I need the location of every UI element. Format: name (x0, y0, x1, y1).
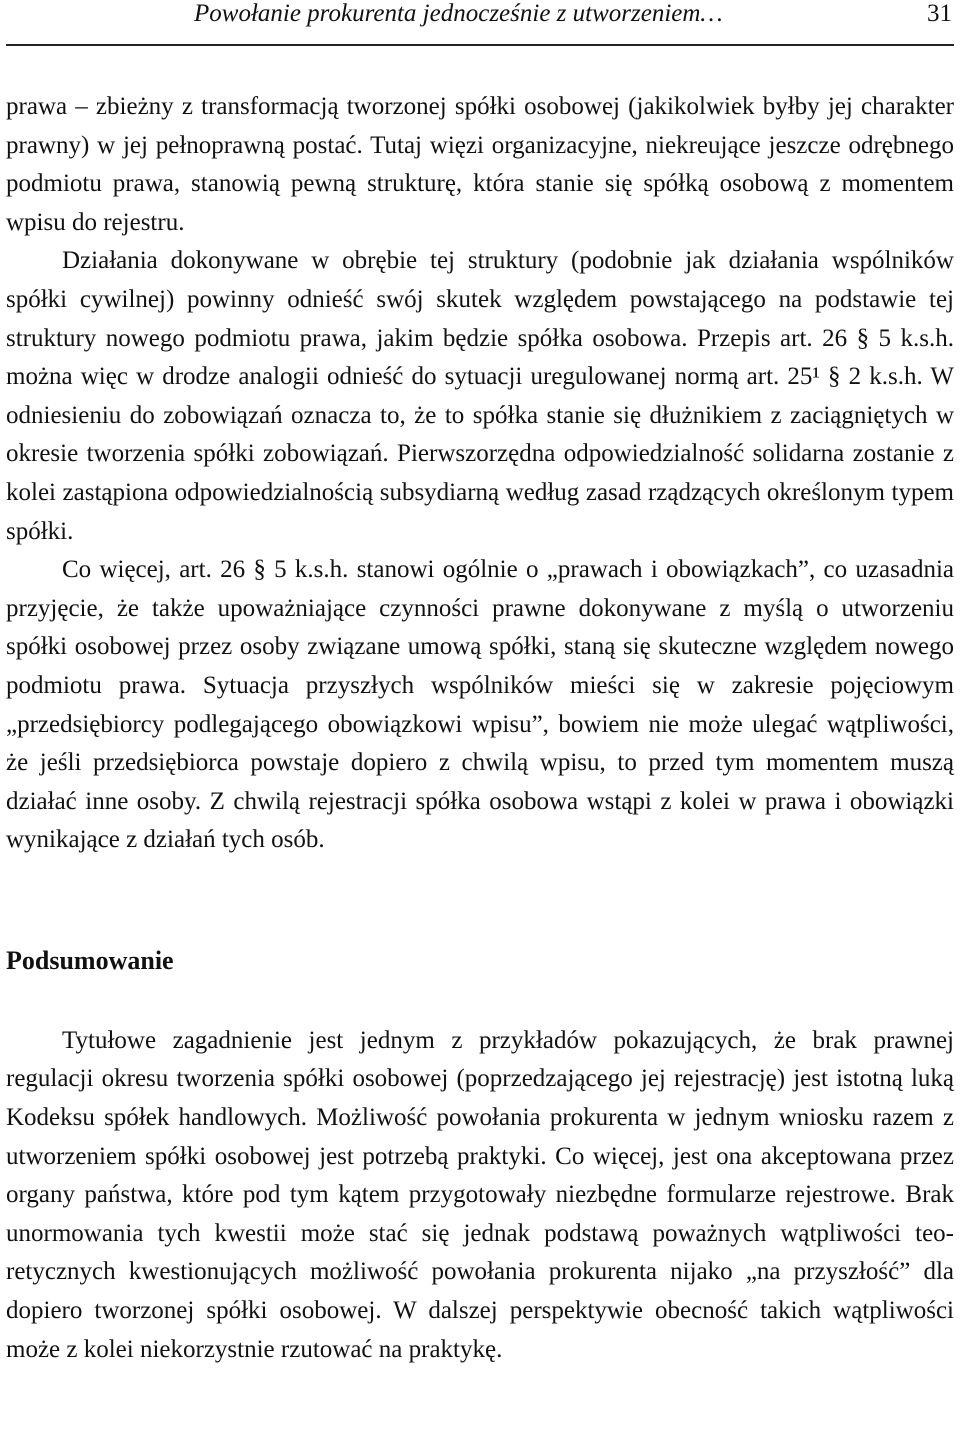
document-body (6, 88, 954, 1369)
section-body (6, 1022, 954, 1369)
sentence: W dalszej perspektywie obecność takich wątpliwości może z kolei niekorzystnie rzutować na praktykę. (6, 1297, 954, 1363)
sentence: Pierwszorzędna odpowiedzialność solidarna zostanie z kolei zastąpiona odpowiedzialnością subsydiarną według zasad rządzących określonym typem spółki. (6, 440, 954, 545)
section-heading: Podsumowanie (6, 945, 174, 975)
sentence: Tytułowe zagadnienie jest jednym z przykładów pokazujących, że brak prawnej regulacji okresu tworzenia spółki osobowej (poprzedzającego jej rejestrację) jest istotną luką Kodeksu spółek handlowych. (6, 1026, 954, 1132)
paragraph-1 (6, 88, 954, 242)
sentence: Tutaj więzi organizacyjne, niekreujące jeszcze odrębnego podmiotu prawa, stanowią pewną strukturę, która stanie się spółką osobową z momentem wpisu do rejestru. (6, 131, 954, 236)
sentence: Co więcej, art. 26 § 5 k.s.h. stanowi ogólnie o „prawach i obowiązkach”, co uzasadnia przyjęcie, że także upoważniające czynności prawne dokonywane z myślą o utworzeniu spółki osobowej przez osoby związane umową spółki, staną się skuteczne względem nowego podmiotu prawa. (6, 556, 954, 699)
sentence: prawa – zbieżny z transformacją tworzonej spółki osobowej (jakikolwiek byłby jej charakter prawny) w jej pełnoprawną postać. (6, 93, 954, 159)
sentence: Możliwość powołania prokurenta w jednym wniosku razem z utworzeniem spółki osobowej jest potrzebą praktyki. (6, 1104, 955, 1170)
summary-paragraph (6, 1022, 954, 1369)
paragraph-3 (6, 551, 954, 860)
sentence: Działania dokonywane w obrębie tej struktury (podobnie jak działania wspólników spółki cywilnej) powinny odnieść swój skutek względem powstającego na podstawie tej struktury nowego podmiotu prawa, jakim będzie spółka osobowa. (6, 247, 954, 352)
running-header (6, 0, 954, 46)
sentence: Przepis art. 26 § 5 k.s.h. można więc w drodze analogii odnieść do sytuacji uregulowanej normą art. 25¹ § 2 k.s.h. (6, 324, 955, 391)
paragraph-2 (6, 242, 954, 551)
running-header-title: Powołanie prokurenta jednocześnie z utworzeniem… (194, 0, 723, 27)
sentence: Z chwilą rejestracji spółka osobowa wstąpi z kolei w prawa i obowiązki wynikające z działań tych osób. (6, 787, 954, 854)
document-page (6, 0, 954, 1369)
sentence: Co więcej, jest ona akceptowana przez organy państwa, które pod tym kątem przygotowały niezbędne formularze rejestrowe. (6, 1142, 954, 1209)
sentence: Sytuacja przyszłych wspólników mieści się w zakresie pojęciowym „przedsiębiorcy podlegającego obowiązkowi wpisu”, bowiem nie może ulegać wątpliwości, że jeśli przedsiębiorca powstaje dopiero z chwilą wpisu, to przed tym momentem muszą działać inne osoby. (6, 671, 954, 815)
page-number: 31 (927, 0, 952, 27)
sentence: W odniesieniu do zobowiązań oznacza to, że to spółka stanie się dłużnikiem z zaciągniętych w okresie tworzenia spółki zobowiązań. (6, 363, 954, 468)
sentence: Brak unormowania tych kwestii może stać się jednak podstawą poważnych wątpliwości teoretycznych kwestionujących możliwość powołania prokurenta nijako „na przyszłość” dla dopiero tworzonej spółki osobowej. (6, 1181, 954, 1325)
